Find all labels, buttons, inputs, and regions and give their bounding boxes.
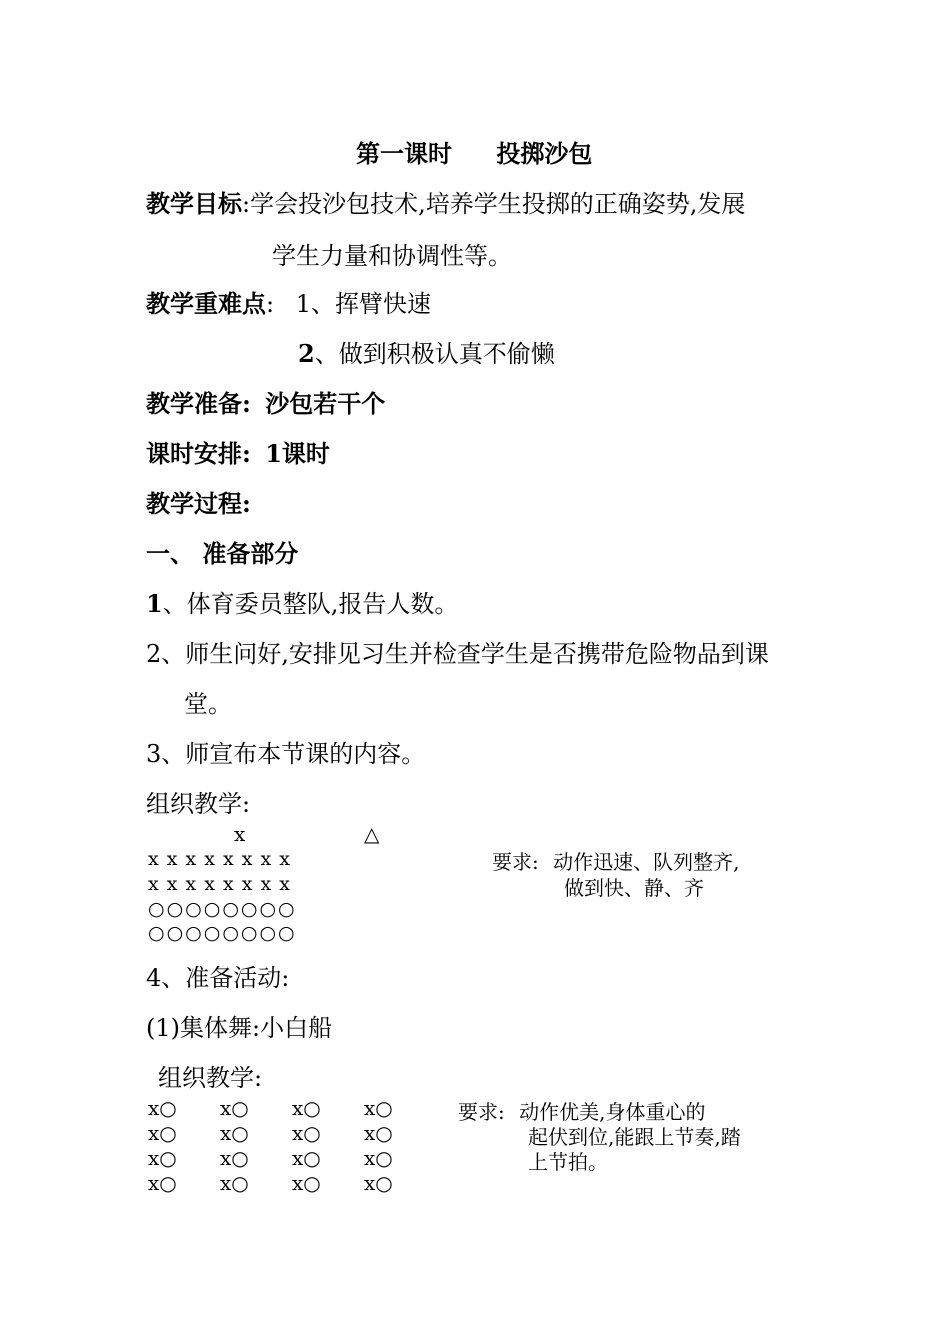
- preparation-value: 沙包若干个: [265, 389, 386, 418]
- key-points-colon: :: [266, 290, 275, 318]
- formation-1-label: 组织教学:: [146, 790, 251, 818]
- teaching-preparation: [146, 384, 385, 419]
- formation-1-row: x x x x x x x x: [148, 848, 290, 870]
- key-point-2-text: 、做到积极认真不偷懒: [314, 340, 555, 368]
- formation-1-row: ○○○○○○○○: [148, 898, 297, 920]
- schedule-label: 课时安排:: [146, 439, 251, 468]
- lesson-schedule: [146, 434, 330, 469]
- step-1-text: 、体育委员整队,报告人数。: [162, 590, 459, 618]
- preparation-label: 教学准备:: [146, 389, 251, 418]
- pair-cell: x○: [292, 1171, 321, 1195]
- formation-1-teacher: x: [234, 822, 246, 846]
- pair-cell: x○: [364, 1171, 393, 1195]
- requirement-line1: 动作迅速、队列整齐,: [553, 850, 740, 874]
- formation-1-triangle: △: [364, 822, 380, 846]
- requirement-line2: 起伏到位,能跟上节奏,踏: [528, 1125, 741, 1149]
- formation-2-row: [148, 1171, 436, 1196]
- requirement-line2: 做到快、静、齐: [564, 876, 704, 900]
- formation-1-row: x x x x x x x x: [148, 873, 290, 895]
- pair-cell: x○: [220, 1171, 249, 1195]
- pair-cell: x○: [220, 1121, 249, 1145]
- pair-cell: x○: [292, 1121, 321, 1145]
- formation-2-row: [148, 1121, 436, 1146]
- step-2-line1: 2、师生问好,安排见习生并检查学生是否携带危险物品到课: [146, 640, 769, 668]
- teaching-objective: [146, 184, 745, 219]
- pair-cell: x○: [364, 1121, 393, 1145]
- step-2-line2: 堂。: [184, 690, 232, 718]
- pair-cell: x○: [220, 1096, 249, 1120]
- formation-1-requirement: [492, 846, 739, 875]
- key-points-label: 教学重难点: [146, 289, 266, 318]
- section-1-title: 一、 准备部分: [146, 539, 299, 568]
- lesson-title: [356, 134, 592, 169]
- step-1: [146, 584, 458, 619]
- step-1-number: 1: [146, 589, 163, 618]
- key-point-2: [298, 334, 555, 369]
- key-points: [146, 284, 431, 319]
- key-point-2-number: 2: [298, 339, 315, 368]
- formation-2-row: [148, 1146, 436, 1171]
- objective-colon: :: [242, 190, 251, 218]
- process-label: 教学过程:: [146, 489, 251, 518]
- lesson-topic: 投掷沙包: [496, 139, 593, 168]
- step-4: 4、准备活动:: [146, 964, 290, 992]
- pair-cell: x○: [292, 1146, 321, 1170]
- schedule-value: 1课时: [265, 439, 330, 468]
- objective-text-line1: 学会投沙包技术,培养学生投掷的正确姿势,发展: [250, 190, 746, 218]
- requirement-line1: 动作优美,身体重心的: [519, 1100, 706, 1124]
- formation-2-label: 组织教学:: [158, 1064, 263, 1092]
- pair-cell: x○: [148, 1121, 177, 1145]
- activity-1: (1)集体舞:小白船: [146, 1014, 333, 1042]
- objective-text-line2: 学生力量和协调性等。: [272, 242, 512, 270]
- key-point-1: 1、挥臂快速: [295, 290, 432, 318]
- pair-cell: x○: [148, 1096, 177, 1120]
- pair-cell: x○: [148, 1171, 177, 1195]
- formation-1-row: ○○○○○○○○: [148, 922, 297, 944]
- formation-2-grid: [148, 1096, 436, 1196]
- requirement-label: 要求:: [492, 850, 539, 874]
- pair-cell: x○: [364, 1146, 393, 1170]
- objective-label: 教学目标: [146, 189, 242, 218]
- pair-cell: x○: [148, 1146, 177, 1170]
- requirement-line3: 上节拍。: [528, 1150, 608, 1174]
- pair-cell: x○: [220, 1146, 249, 1170]
- step-3: 3、师宣布本节课的内容。: [146, 740, 426, 768]
- requirement-label: 要求:: [458, 1100, 505, 1124]
- pair-cell: x○: [292, 1096, 321, 1120]
- pair-cell: x○: [364, 1096, 393, 1120]
- lesson-number: 第一课时: [356, 139, 452, 168]
- formation-2-row: [148, 1096, 436, 1121]
